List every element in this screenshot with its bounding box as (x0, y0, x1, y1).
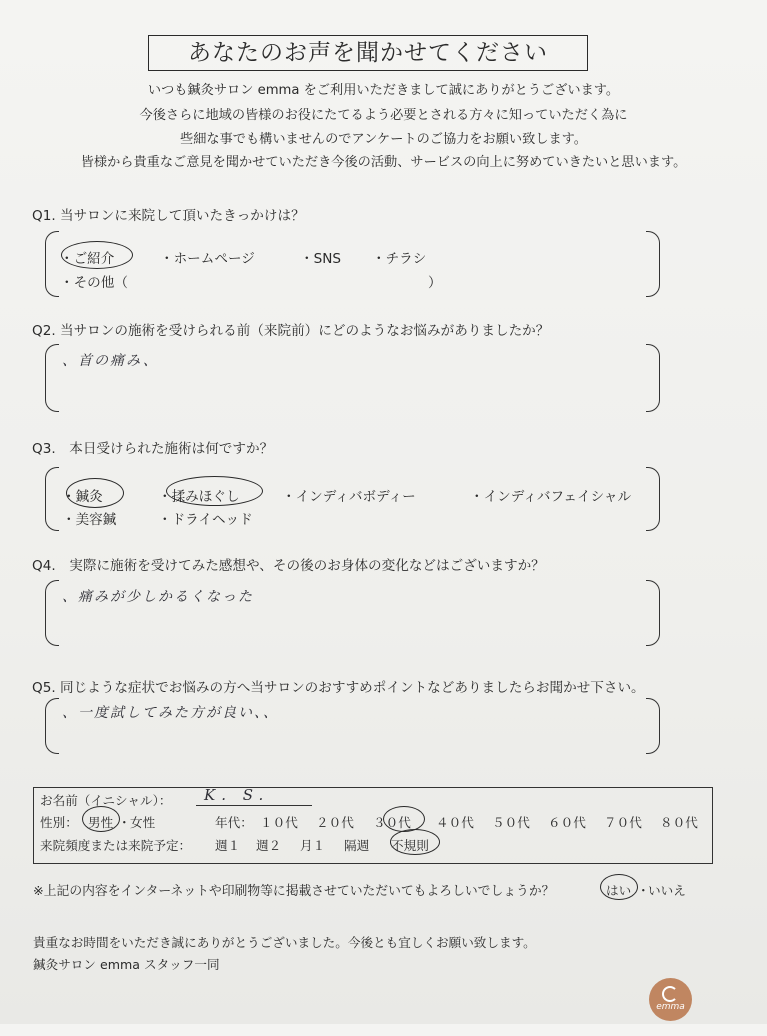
q5-bracket-right (646, 698, 660, 754)
freq-monthly[interactable]: 月１ (300, 838, 326, 853)
logo-swirl-icon (662, 986, 678, 1002)
q3-option-massage[interactable]: ・揉みほぐし (158, 489, 240, 505)
age-label: 年代： (215, 815, 253, 830)
gender-sep: ・ (118, 815, 131, 830)
q3-bracket-left (45, 467, 59, 531)
gender-selected-circle (82, 806, 120, 832)
q3-selected-circle-1 (66, 478, 124, 508)
name-underline (196, 805, 312, 806)
q1-question: Q1. 当サロンに来院して頂いたきっかけは？ (32, 208, 305, 224)
age-80s[interactable]: ８０代 (660, 815, 698, 830)
intro-line-2: 今後さらに地域の皆様のお役にたてるよう必要とされる方々に知っていただく為に (139, 108, 628, 123)
q1-option-other[interactable]: ・その他（ (60, 275, 128, 291)
freq-weekly-2[interactable]: 週２ (256, 838, 282, 853)
staff-signature: 鍼灸サロン emma スタッフ一同 (33, 957, 220, 972)
q2-question: Q2. 当サロンの施術を受けられる前（来院前）にどのようなお悩みがありましたか？ (32, 323, 550, 339)
q3-option-indiba-body[interactable]: ・インディバボディー (282, 489, 416, 505)
q4-answer: 、痛みが少しかるくなった (62, 589, 254, 605)
q4-bracket-right (646, 580, 660, 646)
age-30s[interactable]: ３０代 (373, 815, 411, 830)
frequency-label: 来院頻度または来院予定： (40, 838, 192, 853)
q2-bracket-right (646, 344, 660, 412)
q1-bracket-left (45, 231, 59, 297)
q1-option-sns[interactable]: ・SNS (300, 251, 342, 267)
gender-male[interactable]: 男性 (88, 815, 114, 830)
q3-question: Q3. 本日受けられた施術は何ですか？ (32, 441, 274, 457)
q3-selected-circle-2 (166, 476, 263, 506)
survey-title: あなたのお声を聞かせてください (148, 35, 588, 71)
freq-biweekly[interactable]: 隔週 (344, 838, 370, 853)
freq-weekly-1[interactable]: 週１ (215, 838, 241, 853)
consent-question: ※上記の内容をインターネットや印刷物等に掲載させていただいてもよろしいでしょうか？ (33, 884, 555, 899)
intro-line-4: 皆様から貴重なご意見を聞かせていただき今後の活動、サービスの向上に努めていきたいと思います。 (80, 155, 687, 170)
consent-yes[interactable]: はい (606, 883, 632, 898)
q1-option-flyer[interactable]: ・チラシ (372, 251, 427, 267)
gender-female[interactable]: 女性 (130, 815, 156, 830)
age-70s[interactable]: ７０代 (604, 815, 642, 830)
q1-bracket-right (646, 231, 660, 297)
q4-question: Q4. 実際に施術を受けてみた感想や、その後のお身体の変化などはございますか？ (32, 558, 545, 574)
consent-no[interactable]: いいえ (648, 883, 686, 898)
q3-option-beauty-acupuncture[interactable]: ・美容鍼 (62, 512, 117, 528)
age-50s[interactable]: ５０代 (492, 815, 530, 830)
emma-logo (649, 978, 692, 1021)
intro-line-1: いつも鍼灸サロン emma をご利用いただきまして誠にありがとうございます。 (147, 83, 620, 98)
q1-option-referral[interactable]: ・ご紹介 (60, 251, 115, 267)
freq-selected-circle (390, 829, 440, 855)
q2-bracket-left (45, 344, 59, 412)
consent-sep: ・ (637, 883, 650, 898)
intro-line-3: 些細な事でも構いませんのでアンケートのご協力をお願い致します。 (180, 132, 587, 147)
freq-irregular[interactable]: 不規則 (391, 838, 429, 853)
logo-text: emma (656, 1002, 685, 1012)
q3-option-indiba-facial[interactable]: ・インディバフェイシャル (470, 489, 632, 505)
q5-question: Q5. 同じような症状でお悩みの方へ当サロンのおすすめポイントなどありましたらお聞かせ下さい。 (32, 680, 645, 696)
q5-answer: 、一度試してみた方が良い、、 (62, 705, 279, 721)
age-10s[interactable]: １０代 (260, 815, 298, 830)
age-20s[interactable]: ２０代 (316, 815, 354, 830)
thanks-message: 貴重なお時間をいただき誠にありがとうございました。今後とも宜しくお願い致します。 (33, 935, 536, 950)
q5-bracket-left (45, 698, 59, 754)
q2-answer: 、首の痛み、 (62, 353, 159, 369)
consent-selected-circle (600, 874, 638, 900)
q3-option-acupuncture[interactable]: ・鍼灸 (62, 489, 103, 505)
q3-option-dry-head[interactable]: ・ドライヘッド (158, 512, 253, 528)
q1-option-other-close: ） (428, 275, 442, 291)
name-label: お名前（イニシャル）： (40, 793, 172, 808)
q1-option-homepage[interactable]: ・ホームページ (160, 251, 255, 267)
age-selected-circle (383, 806, 425, 832)
gender-label: 性別： (40, 815, 78, 830)
q1-selected-circle (61, 241, 133, 269)
age-40s[interactable]: ４０代 (436, 815, 474, 830)
name-value: K. S. (204, 786, 270, 804)
q4-bracket-left (45, 580, 59, 646)
age-60s[interactable]: ６０代 (548, 815, 586, 830)
q3-bracket-right (646, 467, 660, 531)
